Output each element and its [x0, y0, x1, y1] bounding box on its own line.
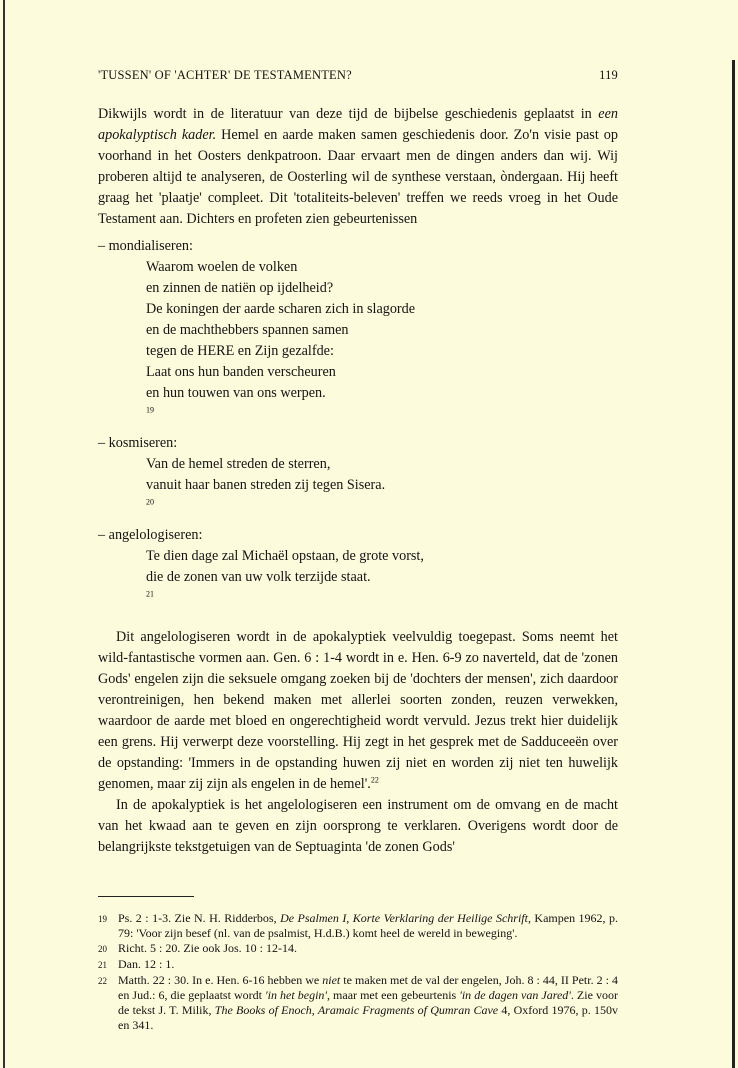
quote-line-text: die de zonen van uw volk terzijde staat.	[146, 569, 371, 585]
para1-text-b: Hemel en aarde maken samen geschiedenis door. Zo'n visie past op voorhand in het Oosters denkpatroon. Daar ervaart men de dingen anders dan wij. Wij proberen altijd te analyseren, de Oosterling wil de synthese verstaan, òndergaan. Hij heeft graag het 'plaatje' compleet. Dit 'totaliteits-beleven' treffen we reeds vroeg in het Oude Testament aan. Dichters en profeten zien gebeurtenissen	[98, 127, 618, 227]
para2-text: Dit angelologiseren wordt in de apokalyptiek veelvuldig toegepast. Soms neemt het wild-fantastische vormen aan. Gen. 6 : 1-4 wordt in e. Hen. 6-9 zo naverteld, dat de 'zonen Gods' engelen zijn die seksuele omgang zoeken bij de 'dochters der mensen', zich daardoor verontreinigen, hen bekend maken met allerlei soorten zonden, reuzen verwekken, waardoor de aarde met bloed en ongerechtigheid wordt vervuld. Jezus trekt hier duidelijk een grens. Hij verwerpt deze voorstelling. Hij zegt in het gesprek met de Sadduceeën over de opstanding: 'Immers in de opstanding huwen zij niet en worden zij niet ten huwelijk genomen, maar zij zijn als engelen in de hemel'.	[98, 629, 618, 792]
footnote-number: 20	[98, 944, 107, 954]
para1-italic: een apokalyptisch kader.	[98, 106, 618, 143]
footnote-ref: 19	[146, 405, 154, 415]
footnote-ref: 20	[146, 497, 154, 507]
footnote-20	[98, 941, 618, 957]
quote-line: Waarom woelen de volken	[146, 259, 298, 275]
quote-block	[98, 257, 618, 425]
page	[98, 68, 618, 1033]
quote-line: Van de hemel streden de sterren,	[146, 456, 331, 472]
footnote-number: 22	[98, 976, 107, 986]
footnote-ref: 21	[146, 589, 154, 599]
quote-line: tegen de HERE en Zijn gezalfde:	[146, 343, 334, 359]
list-item-label: – mondialiseren:	[98, 238, 193, 254]
quote-line-text: vanuit haar banen streden zij tegen Sisera.	[146, 477, 386, 493]
quote-line-text: en hun touwen van ons werpen.	[146, 385, 326, 401]
page-number: 119	[599, 68, 618, 82]
footnote-text: Ps. 2 : 1-3. Zie N. H. Ridderbos, De Psalmen I, Korte Verklaring der Heilige Schrift, Kampen 1962, p. 79: 'Voor zijn besef (nl. van de psalmist, H.d.B.) komt heel de wereld in beweging'.	[118, 911, 619, 940]
list-item-angelologiseren	[98, 525, 618, 609]
quote-line: en zinnen de natiën op ijdelheid?	[146, 280, 334, 296]
footnote-divider	[98, 896, 194, 897]
quote-line: De koningen der aarde scharen zich in slagorde	[146, 301, 416, 317]
paragraph-3: In de apokalyptiek is het angelologiseren een instrument om de omvang en de macht van het kwaad aan te geven en zijn oorsprong te verklaren. Overigens wordt door de belangrijkste tekstgetuigen van de Septuaginta 'de zonen Gods'	[98, 797, 618, 855]
footnote-text: Matth. 22 : 30. In e. Hen. 6-16 hebben we niet te maken met de val der engelen, Joh. 8 : 44, II Petr. 2 : 4 en Jud.: 6, die geplaatst wordt 'in het begin', maar met een gebeurtenis 'in de dagen van Jared'. Zie voor de tekst J. T. Milik, The Books of Enoch, Aramaic Fragments of Qumran Cave 4, Oxford 1976, p. 150v en 341.	[118, 973, 619, 1032]
list-item-kosmiseren	[98, 433, 618, 517]
quote-block	[98, 454, 618, 517]
footnote-19	[98, 911, 618, 941]
paragraph-1	[98, 104, 618, 230]
scan-edge-left	[3, 0, 5, 1068]
running-title: 'TUSSEN' OF 'ACHTER' DE TESTAMENTEN?	[98, 68, 352, 82]
footnote-number: 21	[98, 960, 107, 970]
list	[98, 236, 618, 609]
paragraph-2	[98, 627, 618, 795]
list-item-label: – angelologiseren:	[98, 527, 203, 543]
quote-line-last	[146, 567, 618, 609]
quote-block	[98, 546, 618, 609]
footnote-ref: 22	[370, 775, 379, 785]
quote-line: en de machthebbers spannen samen	[146, 322, 349, 338]
footnote-text: Richt. 5 : 20. Zie ook Jos. 10 : 12-14.	[118, 941, 297, 955]
list-item-mondialiseren	[98, 236, 618, 425]
para1-text-a: Dikwijls wordt in de literatuur van deze tijd de bijbelse geschiedenis geplaatst in	[98, 106, 599, 122]
quote-line: Laat ons hun banden verscheuren	[146, 364, 336, 380]
footnotes	[98, 911, 618, 1033]
running-header	[98, 68, 618, 90]
list-item-label: – kosmiseren:	[98, 435, 178, 451]
footnote-22	[98, 973, 618, 1033]
footnote-text: Dan. 12 : 1.	[118, 957, 175, 971]
scan-edge-right	[732, 60, 735, 1068]
footnote-21	[98, 957, 618, 973]
quote-line-last	[146, 475, 618, 517]
quote-line-last	[146, 383, 618, 425]
quote-line: Te dien dage zal Michaël opstaan, de grote vorst,	[146, 548, 424, 564]
footnote-number: 19	[98, 914, 107, 924]
